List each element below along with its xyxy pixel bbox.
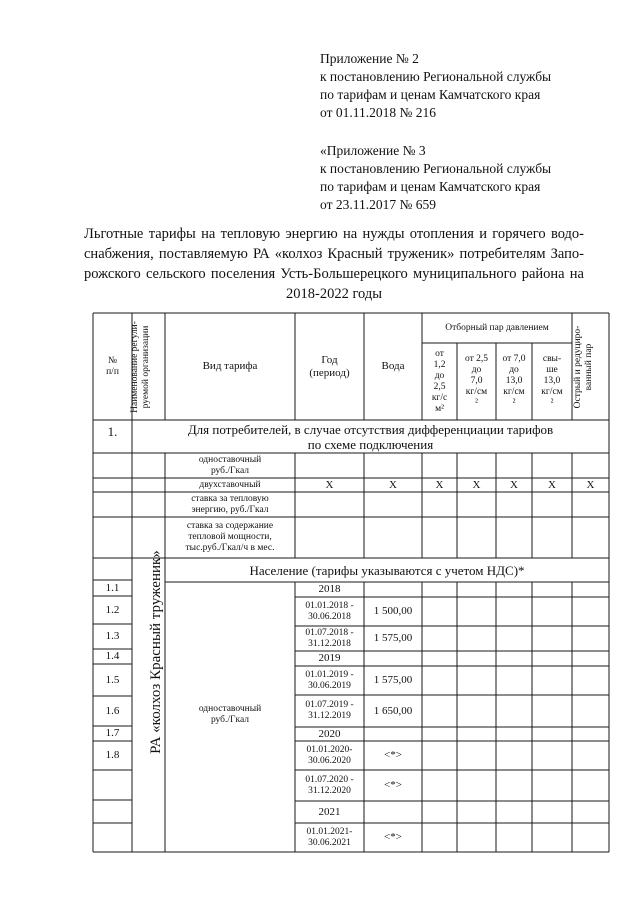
water-tariff-value: 1 500,00 <box>373 605 413 617</box>
section-title: Для потребителей, в случае отсутствия дифференциации тарифов по схеме подключения <box>187 421 554 452</box>
title-line: 2018-2022 годы <box>286 286 382 302</box>
period-year: 2020 <box>318 727 341 740</box>
water-tariff-value: 1 650,00 <box>373 704 413 717</box>
period: 01.07.2019 - 31.12.2019 <box>305 700 354 721</box>
col-header-organization: Наименование регули- руемой организации <box>130 321 151 413</box>
appendix-header-3 <box>320 142 551 214</box>
period: 01.01.2020- 30.06.2020 <box>306 744 353 766</box>
period-year: 2019 <box>318 652 341 664</box>
population-header: Население (тарифы указываются с учетом НДС)* <box>249 562 525 578</box>
appendix-header-2 <box>320 50 551 122</box>
water-tariff-value: <*> <box>384 779 402 791</box>
title-line: Льготные тарифы на тепловую энергию на нужды отопления и горячего водо- <box>84 226 584 242</box>
row-number: 1.3 <box>105 630 120 642</box>
population-tariff-kind: одноставочный руб./Гкал <box>198 704 262 725</box>
x-mark: Х <box>510 478 518 491</box>
row-number: 1.6 <box>105 704 120 717</box>
header-line: по тарифам и ценам Камчатского края <box>320 179 541 194</box>
header-line: от 23.11.2017 № 659 <box>320 197 436 212</box>
document-title <box>84 224 584 304</box>
period-year: 2018 <box>318 583 341 595</box>
x-mark: Х <box>472 478 481 491</box>
col-header-number: № п/п <box>106 355 119 377</box>
row-number: 1.5 <box>105 673 120 686</box>
col-header-year: Год (период) <box>309 353 350 379</box>
row-number: 1.8 <box>105 749 120 761</box>
x-mark: Х <box>435 478 444 491</box>
col-header-pressure-2: от 2,5 до 7,0 кг/см ² <box>464 354 489 408</box>
water-tariff-value: 1 575,00 <box>373 632 413 644</box>
water-tariff-value: 1 575,00 <box>373 674 413 686</box>
col-header-pressure-3: от 7,0 до 13,0 кг/см ² <box>502 354 526 408</box>
col-header-sharp-steam: Острый и редуциро- ванный пар <box>573 325 594 409</box>
header-line: «Приложение № 3 <box>320 143 426 158</box>
col-header-water: Вода <box>381 360 405 372</box>
tariff-kind-capacity-rate: ставка за содержание тепловой мощности, тыс.руб./Гкал/ч в мес. <box>185 521 275 553</box>
tariff-kind-energy-rate: ставка за тепловую энергию, руб./Гкал <box>191 493 269 515</box>
period: 01.07.2018 - 31.12.2018 <box>305 627 354 649</box>
x-mark: Х <box>586 478 595 491</box>
x-mark: Х <box>548 478 556 491</box>
header-line: по тарифам и ценам Камчатского края <box>320 87 541 102</box>
header-line: к постановлению Региональной службы <box>320 161 552 176</box>
title-line: снабжения, поставляемую РА «колхоз Красный труженик» потребителям Запо- <box>84 246 584 262</box>
row-number: 1.4 <box>105 650 120 662</box>
x-mark: Х <box>325 478 334 491</box>
tariff-kind-single: одноставочный руб./Гкал <box>198 454 262 476</box>
row-number: 1.2 <box>105 603 120 616</box>
water-tariff-value: <*> <box>384 831 402 843</box>
period: 01.01.2021- 30.06.2021 <box>306 826 353 848</box>
organization-name: РА «колхоз Красный труженик» <box>148 550 164 754</box>
row-number: 1.1 <box>105 581 120 594</box>
col-header-pressure-4: свы- ше 13,0 кг/см ² <box>541 354 563 408</box>
header-line: к постановлению Региональной службы <box>320 69 552 84</box>
col-header-steam: Отборный пар давлением <box>445 322 549 333</box>
period-year: 2021 <box>318 805 341 818</box>
water-tariff-value: <*> <box>384 749 402 761</box>
tariff-kind-double: двухставочный <box>199 479 261 490</box>
row-number: 1.7 <box>105 727 120 739</box>
col-header-tariff-kind: Вид тарифа <box>202 360 258 372</box>
period: 01.01.2019 - 30.06.2019 <box>305 669 354 691</box>
x-mark: Х <box>389 478 397 491</box>
col-header-pressure-1: от 1,2 до 2,5 кг/с м² <box>431 348 448 414</box>
section-number: 1. <box>107 423 118 439</box>
period: 01.07.2020 - 31.12.2020 <box>305 774 354 796</box>
header-line: от 01.11.2018 № 216 <box>320 105 436 120</box>
header-line: Приложение № 2 <box>320 51 419 66</box>
period: 01.01.2018 - 30.06.2018 <box>305 600 354 622</box>
title-line: рожского сельского поселения Усть-Большерецкого муниципального района на <box>84 266 584 282</box>
